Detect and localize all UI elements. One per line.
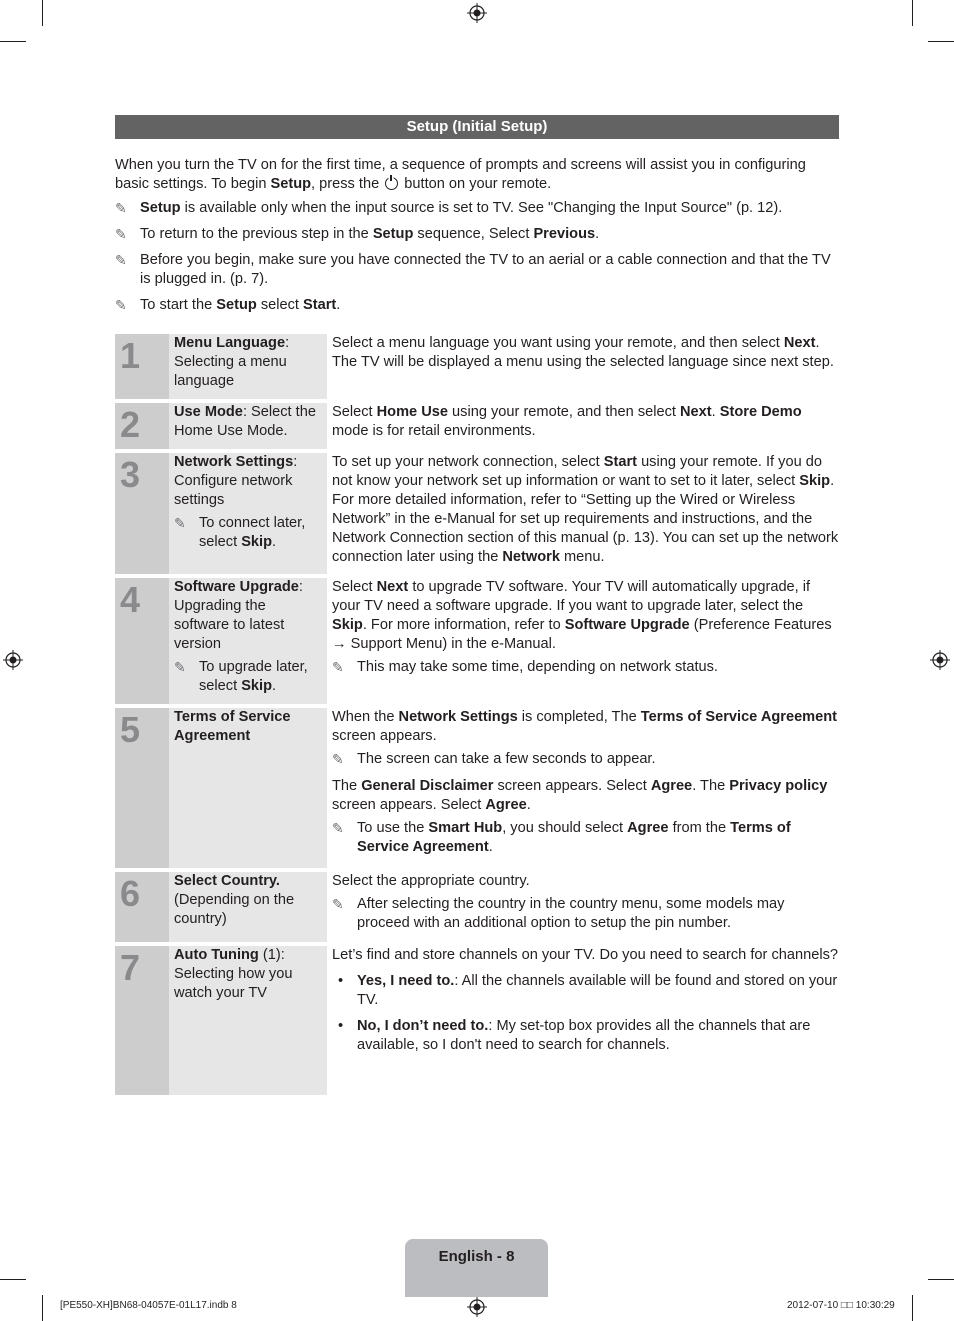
crop-mark (42, 1295, 43, 1321)
step-title-note: ✎ To upgrade later, select Skip. (174, 659, 308, 694)
step-note: ✎ To use the Smart Hub, you should select Agree from the Terms of Service Agreement. (332, 820, 791, 855)
pencil-note-icon: ✎ (115, 200, 127, 216)
intro-note: ✎ To return to the previous step in the Setup sequence, Select Previous. (115, 226, 600, 242)
step-number: 1 (115, 334, 169, 399)
step-description: To set up your network connection, select Start using your remote. If you do not know your network set up information or want to set to it later, select Skip. For more detailed information, refer to “Setting up the Wired or Wireless Network” in the e-Manual for set up requirements and instructions, and the Network Connection section of this manual (p. 13). You can set up the network connection later using the Network menu. (332, 454, 839, 565)
step-title: Network Settings: Configure network settings ✎ To connect later, select Skip. (169, 453, 327, 574)
step-title: Software Upgrade: Upgrading the software to latest version ✎ To upgrade later, select Skip. (169, 578, 327, 704)
pencil-note-icon: ✎ (174, 515, 186, 531)
step-row (115, 578, 839, 704)
step-number: 3 (115, 453, 169, 574)
section-title: Setup (Initial Setup) (115, 115, 839, 139)
step-row (115, 403, 839, 449)
intro-paragraph: When you turn the TV on for the first time, a sequence of prompts and screens will assist you in configuring basic settings. To begin Setup, press the button on your remote. (115, 157, 806, 192)
step-description: Let’s find and store channels on your TV. Do you need to search for channels? • Yes, I need to.: All the channels available will be found and stored on your TV. • No, I don’t need to.: My set-top box provides all the channels that are available, so I don't need to search for channels. (327, 946, 839, 1095)
pencil-note-icon: ✎ (115, 226, 127, 242)
step-row (115, 872, 839, 942)
step-description: Select a menu language you want using your remote, and then select Next. The TV will be displayed a menu using the selected language since next step. (332, 335, 834, 370)
step-note: ✎ After selecting the country in the country menu, some models may proceed with an additional option to setup the pin number. (332, 896, 785, 931)
step-description: Select Next to upgrade TV software. Your TV will automatically upgrade, if your TV need a software upgrade. If you want to upgrade later, select the Skip. For more information, refer to Software Upgrade (Preference Features → Support Menu) in the e-Manual. ✎ This may take some time, depending on network status. (327, 578, 839, 704)
registration-mark-icon (930, 650, 950, 670)
intro-section (115, 156, 841, 322)
step-description: Select Home Use using your remote, and then select Next. Store Demo mode is for retail environments. (332, 404, 802, 439)
step-title: Auto Tuning (1): Selecting how you watch your TV (169, 946, 327, 1095)
crop-mark (0, 1279, 26, 1280)
imprint-date: 2012-07-10 □□ 10:30:29 (787, 1300, 895, 1311)
intro-note: ✎ Before you begin, make sure you have connected the TV to an aerial or a cable connection and that the TV is plugged in. (p. 7). (115, 252, 831, 287)
step-row (115, 708, 839, 868)
intro-note: ✎ Setup is available only when the input source is set to TV. See "Changing the Input Source" (p. 12). (115, 200, 783, 216)
step-description: When the Network Settings is completed, The Terms of Service Agreement screen appears. ✎ The screen can take a few seconds to appear. The General Disclaimer screen appears. Select Agree. The Privacy policy screen appears. Select Agree. ✎ To use the Smart Hub, you should select Agree from the Terms of Service Agreement. (332, 709, 838, 855)
step-title: Select Country. (Depending on the country) (169, 872, 327, 942)
step-row (115, 453, 839, 574)
step-title: Terms of Service Agreement (169, 708, 327, 868)
pencil-note-icon: ✎ (332, 896, 344, 912)
pencil-note-icon: ✎ (115, 252, 127, 268)
registration-mark-icon (3, 650, 23, 670)
step-note: ✎ This may take some time, depending on network status. (332, 659, 718, 675)
step-row (115, 334, 839, 399)
list-item: • No, I don’t need to.: My set-top box provides all the channels that are available, so I don't need to search for channels. (332, 1017, 839, 1055)
pencil-note-icon: ✎ (332, 659, 344, 675)
intro-note: ✎ To start the Setup select Start. (115, 297, 341, 313)
power-icon (385, 177, 398, 190)
crop-mark (912, 0, 913, 26)
step-title-note: ✎ To connect later, select Skip. (174, 515, 306, 550)
step-number: 2 (115, 403, 169, 449)
registration-mark-icon (467, 1297, 487, 1317)
list-item: • Yes, I need to.: All the channels available will be found and stored on your TV. (332, 972, 839, 1010)
pencil-note-icon: ✎ (115, 297, 127, 313)
pencil-note-icon: ✎ (332, 751, 344, 767)
imprint-file: [PE550-XH]BN68-04057E-01L17.indb 8 (60, 1300, 237, 1311)
step-number: 6 (115, 872, 169, 942)
step-row (115, 946, 839, 1095)
step-number: 4 (115, 578, 169, 704)
crop-mark (912, 1295, 913, 1321)
pencil-note-icon: ✎ (174, 659, 186, 675)
step-number: 7 (115, 946, 169, 1095)
crop-mark (0, 41, 26, 42)
step-title: Menu Language: Selecting a menu language (169, 334, 327, 399)
step-description: Select the appropriate country. ✎ After selecting the country in the country menu, some models may proceed with an additional option to setup the pin number. (327, 872, 839, 942)
step-number: 5 (115, 708, 169, 868)
registration-mark-icon (467, 3, 487, 23)
page-number-tab: English - 8 (405, 1239, 548, 1297)
crop-mark (928, 41, 954, 42)
setup-steps-table (115, 334, 839, 1099)
crop-mark (42, 0, 43, 26)
step-title: Use Mode: Select the Home Use Mode. (169, 403, 327, 449)
step-note: ✎ The screen can take a few seconds to appear. (332, 751, 656, 767)
crop-mark (928, 1279, 954, 1280)
pencil-note-icon: ✎ (332, 820, 344, 836)
